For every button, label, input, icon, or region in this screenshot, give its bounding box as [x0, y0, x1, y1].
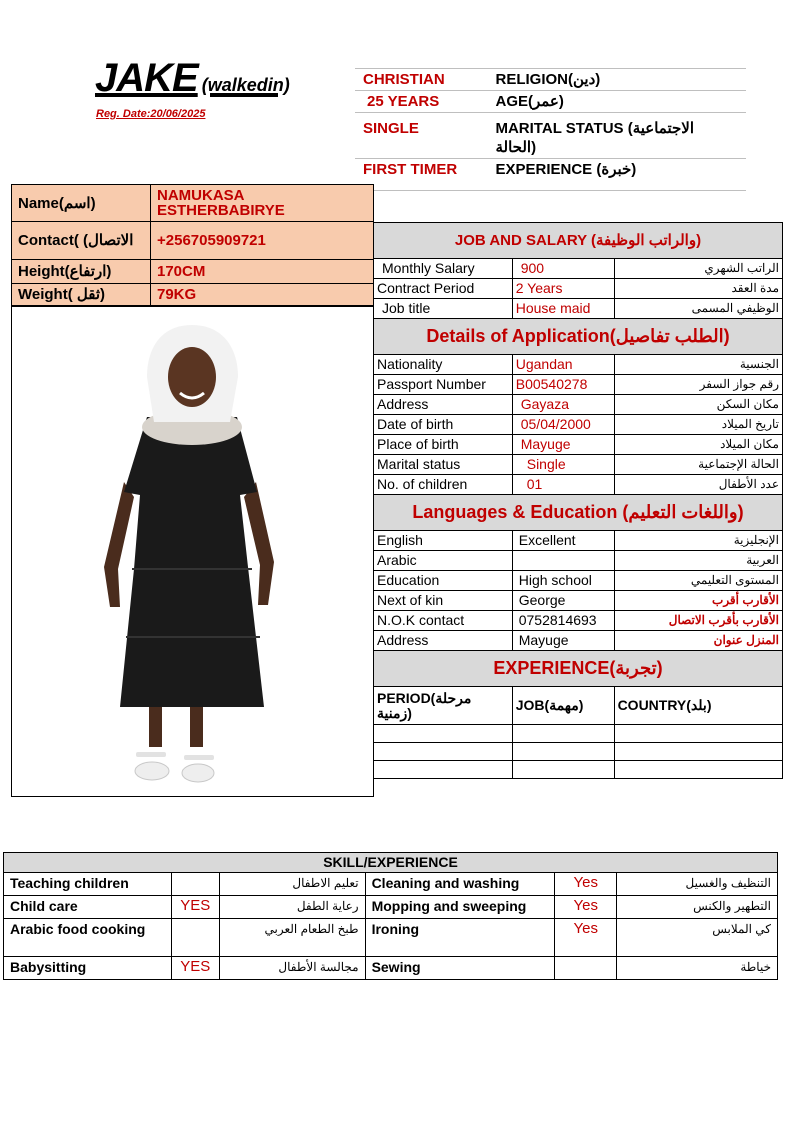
kin-ar: الأقارب أقرب: [614, 591, 782, 611]
dob-ar: تاريخ الميلاد: [614, 415, 782, 435]
personal-row: [12, 185, 374, 222]
candidate-name-title: [95, 56, 290, 101]
religion-value: CHRISTIAN: [355, 69, 487, 91]
skill-name: Sewing: [365, 957, 555, 980]
arabic-value: [512, 551, 614, 571]
children-label: No. of children: [374, 475, 513, 495]
passport-value: B00540278: [512, 375, 614, 395]
children-value: 01: [512, 475, 614, 495]
skill-name: Ironing: [365, 919, 555, 957]
job-row: [374, 259, 783, 279]
arabic-label: Arabic: [374, 551, 513, 571]
jobtitle-ar: الوظيفي المسمى: [614, 299, 782, 319]
languages-row: [374, 611, 783, 631]
info-row: [355, 159, 746, 191]
skill-ar: التطهير والكنس: [617, 896, 778, 919]
skill-ar: مجالسة الأطفال: [219, 957, 365, 980]
personal-row: [12, 260, 374, 284]
details-row: [374, 415, 783, 435]
pob-ar: مكان الميلاد: [614, 435, 782, 455]
marital-status-value: Single: [512, 455, 614, 475]
home-address-value: Mayuge: [512, 631, 614, 651]
job-row: [374, 279, 783, 299]
nok-contact-label: N.O.K contact: [374, 611, 513, 631]
contact-value: +256705909721: [151, 222, 374, 260]
skills-header-row: [4, 853, 778, 873]
skill-name: Babysitting: [4, 957, 172, 980]
section-header: [374, 319, 783, 355]
experience-title: EXPERIENCE(تجربة): [374, 651, 783, 687]
marital-value: SINGLE: [355, 113, 487, 159]
period-header: PERIOD(مرحلة زمنية): [374, 687, 513, 725]
children-ar: عدد الأطفال: [614, 475, 782, 495]
experience-row: [374, 761, 783, 779]
english-value: Excellent: [512, 531, 614, 551]
skill-value: YES: [171, 896, 219, 919]
passport-label: Passport Number: [374, 375, 513, 395]
details-row: [374, 395, 783, 415]
info-row: [355, 91, 746, 113]
salary-value: 900: [512, 259, 614, 279]
skill-value: [171, 919, 219, 957]
info-row: [355, 69, 746, 91]
skills-row: [4, 896, 778, 919]
kin-label: Next of kin: [374, 591, 513, 611]
skill-name: Cleaning and washing: [365, 873, 555, 896]
skill-ar: كي الملابس: [617, 919, 778, 957]
pob-label: Place of birth: [374, 435, 513, 455]
skill-name: Mopping and sweeping: [365, 896, 555, 919]
skill-ar: التنظيف والغسيل: [617, 873, 778, 896]
address-ar: مكان السكن: [614, 395, 782, 415]
nok-contact-value: 0752814693: [512, 611, 614, 631]
religion-label: RELIGION(دين): [487, 69, 746, 91]
contract-ar: مدة العقد: [614, 279, 782, 299]
experience-value: FIRST TIMER: [355, 159, 487, 191]
contract-value: 2 Years: [512, 279, 614, 299]
job-salary-title: JOB AND SALARY (والراتب الوظيفة): [374, 223, 783, 259]
candidate-photo: [11, 306, 374, 797]
name-label: Name(اسم): [12, 185, 151, 222]
weight-value: 79KG: [151, 284, 374, 306]
section-header: [374, 651, 783, 687]
height-value: 170CM: [151, 260, 374, 284]
skill-value: [171, 873, 219, 896]
job-header: JOB(مهمة): [512, 687, 614, 725]
name-value: NAMUKASA ESTHERBABIRYE: [151, 185, 374, 222]
nok-contact-ar: الأقارب بأقرب الاتصال: [614, 611, 782, 631]
skill-ar: تعليم الاطفال: [219, 873, 365, 896]
candidate-tag: (walkedin): [201, 75, 290, 95]
experience-row: [374, 725, 783, 743]
skills-row: [4, 873, 778, 896]
education-ar: المستوى التعليمي: [614, 571, 782, 591]
age-label: AGE(عمر): [487, 91, 746, 113]
nationality-ar: الجنسية: [614, 355, 782, 375]
section-header: [374, 223, 783, 259]
experience-row: [374, 743, 783, 761]
languages-row: [374, 571, 783, 591]
skill-name: Teaching children: [4, 873, 172, 896]
experience-header-row: [374, 687, 783, 725]
marital-status-ar: الحالة الإجتماعية: [614, 455, 782, 475]
languages-row: [374, 551, 783, 571]
contract-label: Contract Period: [374, 279, 513, 299]
skill-value: [555, 957, 617, 980]
marital-status-label: Marital status: [374, 455, 513, 475]
weight-label: Weight( ثقل): [12, 284, 151, 306]
contact-label: Contact( (الاتصال: [12, 222, 151, 260]
kin-value: George: [512, 591, 614, 611]
candidate-figure-illustration: [12, 307, 373, 796]
personal-details-table: [11, 184, 374, 306]
personal-row: [12, 222, 374, 260]
basic-info-table: [355, 68, 746, 191]
country-header: COUNTRY(بلد): [614, 687, 782, 725]
address-label: Address: [374, 395, 513, 415]
registration-date: Reg. Date:20/06/2025: [96, 108, 206, 120]
skill-name: Child care: [4, 896, 172, 919]
languages-title: Languages & Education (واللغات التعليم): [374, 495, 783, 531]
education-label: Education: [374, 571, 513, 591]
job-details-table: [373, 222, 783, 779]
experience-label: EXPERIENCE (خبرة): [487, 159, 746, 191]
home-address-label: Address: [374, 631, 513, 651]
height-label: Height(ارتفاع): [12, 260, 151, 284]
details-row: [374, 435, 783, 455]
skill-value: Yes: [555, 873, 617, 896]
skills-table: [3, 852, 778, 980]
salary-label: Monthly Salary: [374, 259, 513, 279]
details-title: Details of Application(الطلب تفاصيل): [374, 319, 783, 355]
info-row: [355, 113, 746, 159]
details-row: [374, 475, 783, 495]
marital-label: MARITAL STATUS (الاجتماعية الحالة): [487, 113, 746, 159]
job-row: [374, 299, 783, 319]
skill-value: Yes: [555, 896, 617, 919]
english-ar: الإنجليزية: [614, 531, 782, 551]
home-address-ar: المنزل عنوان: [614, 631, 782, 651]
languages-row: [374, 591, 783, 611]
education-value: High school: [512, 571, 614, 591]
candidate-name: JAKE: [95, 56, 198, 100]
english-label: English: [374, 531, 513, 551]
dob-label: Date of birth: [374, 415, 513, 435]
jobtitle-label: Job title: [374, 299, 513, 319]
section-header: [374, 495, 783, 531]
details-row: [374, 455, 783, 475]
details-row: [374, 375, 783, 395]
arabic-ar: العربية: [614, 551, 782, 571]
skills-title: SKILL/EXPERIENCE: [4, 853, 778, 873]
passport-ar: رقم جواز السفر: [614, 375, 782, 395]
skill-ar: رعاية الطفل: [219, 896, 365, 919]
skill-value: YES: [171, 957, 219, 980]
dob-value: 05/04/2000: [512, 415, 614, 435]
pob-value: Mayuge: [512, 435, 614, 455]
skill-ar: خياطة: [617, 957, 778, 980]
age-value: 25 YEARS: [355, 91, 487, 113]
skill-name: Arabic food cooking: [4, 919, 172, 957]
jobtitle-value: House maid: [512, 299, 614, 319]
salary-ar: الراتب الشهري: [614, 259, 782, 279]
nationality-value: Ugandan: [512, 355, 614, 375]
languages-row: [374, 631, 783, 651]
details-row: [374, 355, 783, 375]
skill-value: Yes: [555, 919, 617, 957]
nationality-label: Nationality: [374, 355, 513, 375]
address-value: Gayaza: [512, 395, 614, 415]
languages-row: [374, 531, 783, 551]
personal-row: [12, 284, 374, 306]
skills-row: [4, 919, 778, 957]
skill-ar: طبخ الطعام العربي: [219, 919, 365, 957]
skills-row: [4, 957, 778, 980]
